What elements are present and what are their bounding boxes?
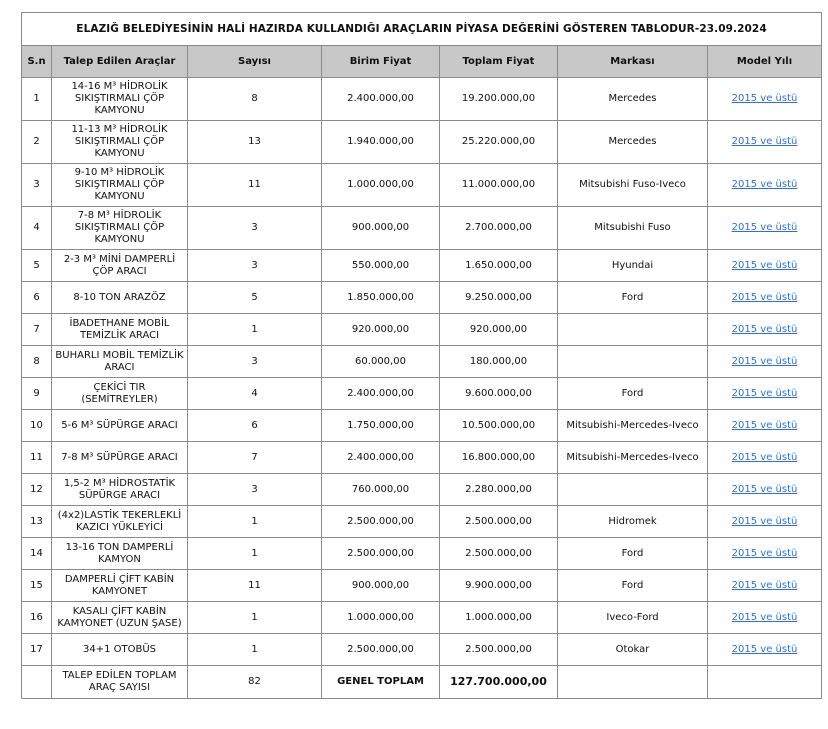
cell-count: 1 [188,634,322,666]
cell-total-price: 11.000.000,00 [440,164,558,207]
cell-vehicle: 8-10 TON ARAZÖZ [52,282,188,314]
cell-unit-price: 900.000,00 [322,570,440,602]
cell-model-year [708,282,822,314]
table-row [22,78,822,121]
cell-vehicle: BUHARLI MOBİL TEMİZLİK ARACI [52,346,188,378]
model-year-link[interactable]: 2015 ve üstü [731,451,798,463]
cell-count: 1 [188,538,322,570]
cell-sn: 6 [22,282,52,314]
cell-count: 13 [188,121,322,164]
cell-vehicle: ÇEKİCİ TIR (SEMİTREYLER) [52,378,188,410]
total-empty-model [708,666,822,699]
cell-total-price: 920.000,00 [440,314,558,346]
table-row [22,602,822,634]
cell-model-year [708,207,822,250]
cell-brand: Iveco-Ford [558,602,708,634]
cell-brand: Mercedes [558,78,708,121]
header-sn: S.n [22,46,52,78]
cell-model-year [708,442,822,474]
cell-model-year [708,314,822,346]
table-row [22,410,822,442]
model-year-link[interactable]: 2015 ve üstü [731,291,798,303]
model-year-link[interactable]: 2015 ve üstü [731,579,798,591]
cell-total-price: 19.200.000,00 [440,78,558,121]
cell-count: 3 [188,346,322,378]
cell-brand [558,474,708,506]
cell-unit-price: 1.000.000,00 [322,602,440,634]
cell-vehicle: 11-13 M³ HİDROLİK SIKIŞTIRMALI ÇÖP KAMYONU [52,121,188,164]
cell-model-year [708,121,822,164]
cell-model-year [708,164,822,207]
cell-total-price: 16.800.000,00 [440,442,558,474]
header-brand: Markası [558,46,708,78]
cell-unit-price: 2.400.000,00 [322,442,440,474]
cell-unit-price: 60.000,00 [322,346,440,378]
cell-count: 6 [188,410,322,442]
header-row [22,46,822,78]
header-total-price: Toplam Fiyat [440,46,558,78]
table-row [22,474,822,506]
grand-total-value: 127.700.000,00 [440,666,558,699]
cell-count: 3 [188,474,322,506]
cell-model-year [708,474,822,506]
cell-unit-price: 920.000,00 [322,314,440,346]
cell-vehicle: 1,5-2 M³ HİDROSTATİK SÜPÜRGE ARACI [52,474,188,506]
cell-total-price: 2.500.000,00 [440,506,558,538]
cell-sn: 7 [22,314,52,346]
total-empty-sn [22,666,52,699]
table-row [22,634,822,666]
header-vehicles: Talep Edilen Araçlar [52,46,188,78]
vehicle-price-table [21,12,822,699]
cell-vehicle: 14-16 M³ HİDROLİK SIKIŞTIRMALI ÇÖP KAMYONU [52,78,188,121]
model-year-link[interactable]: 2015 ve üstü [731,136,798,147]
cell-unit-price: 1.000.000,00 [322,164,440,207]
cell-total-price: 180.000,00 [440,346,558,378]
price-table-document [21,12,821,699]
cell-count: 1 [188,602,322,634]
model-year-link[interactable]: 2015 ve üstü [731,93,798,104]
total-count: 82 [188,666,322,699]
cell-model-year [708,346,822,378]
cell-count: 3 [188,250,322,282]
model-year-link[interactable]: 2015 ve üstü [731,643,798,655]
cell-total-price: 2.500.000,00 [440,634,558,666]
table-row [22,314,822,346]
cell-vehicle: KASALI ÇİFT KABİN KAMYONET (UZUN ŞASE) [52,602,188,634]
cell-sn: 8 [22,346,52,378]
cell-brand: Hyundai [558,250,708,282]
header-count: Sayısı [188,46,322,78]
cell-unit-price: 1.750.000,00 [322,410,440,442]
cell-brand: Ford [558,538,708,570]
cell-model-year [708,538,822,570]
cell-sn: 13 [22,506,52,538]
table-row [22,207,822,250]
cell-sn: 14 [22,538,52,570]
model-year-link[interactable]: 2015 ve üstü [731,355,798,367]
model-year-link[interactable]: 2015 ve üstü [731,419,798,431]
model-year-link[interactable]: 2015 ve üstü [731,179,798,190]
cell-count: 4 [188,378,322,410]
cell-count: 11 [188,164,322,207]
cell-model-year [708,634,822,666]
grand-total-label: GENEL TOPLAM [322,666,440,699]
cell-sn: 11 [22,442,52,474]
cell-brand: Hidromek [558,506,708,538]
model-year-link[interactable]: 2015 ve üstü [731,483,798,495]
cell-brand: Mitsubishi-Mercedes-Iveco [558,410,708,442]
table-title: ELAZIĞ BELEDİYESİNİN HALİ HAZIRDA KULLANDIĞI ARAÇLARIN PİYASA DEĞERİNİ GÖSTEREN TABLODUR-23.09.2024 [22,13,822,46]
cell-count: 8 [188,78,322,121]
cell-sn: 9 [22,378,52,410]
table-row [22,538,822,570]
cell-unit-price: 2.500.000,00 [322,506,440,538]
cell-model-year [708,378,822,410]
model-year-link[interactable]: 2015 ve üstü [731,515,798,527]
cell-vehicle: 2-3 M³ MİNİ DAMPERLİ ÇÖP ARACI [52,250,188,282]
cell-sn: 4 [22,207,52,250]
cell-vehicle: 7-8 M³ HİDROLİK SIKIŞTIRMALI ÇÖP KAMYONU [52,207,188,250]
cell-brand: Ford [558,378,708,410]
cell-unit-price: 1.850.000,00 [322,282,440,314]
table-row [22,442,822,474]
total-label: TALEP EDİLEN TOPLAM ARAÇ SAYISI [52,666,188,699]
cell-total-price: 2.280.000,00 [440,474,558,506]
cell-brand: Mitsubishi Fuso-Iveco [558,164,708,207]
cell-total-price: 9.250.000,00 [440,282,558,314]
cell-brand: Ford [558,282,708,314]
cell-vehicle: 34+1 OTOBÜS [52,634,188,666]
cell-brand: Mercedes [558,121,708,164]
cell-sn: 5 [22,250,52,282]
cell-unit-price: 1.940.000,00 [322,121,440,164]
header-unit-price: Birim Fiyat [322,46,440,78]
model-year-link[interactable]: 2015 ve üstü [731,323,798,335]
cell-vehicle: (4x2)LASTİK TEKERLEKLİ KAZICI YÜKLEYİCİ [52,506,188,538]
cell-unit-price: 2.500.000,00 [322,634,440,666]
cell-sn: 15 [22,570,52,602]
cell-model-year [708,410,822,442]
cell-total-price: 2.700.000,00 [440,207,558,250]
total-row [22,666,822,699]
table-row [22,506,822,538]
cell-unit-price: 2.400.000,00 [322,78,440,121]
cell-sn: 10 [22,410,52,442]
cell-vehicle: 13-16 TON DAMPERLİ KAMYON [52,538,188,570]
cell-brand: Otokar [558,634,708,666]
cell-sn: 17 [22,634,52,666]
model-year-link[interactable]: 2015 ve üstü [731,259,798,271]
cell-vehicle: 9-10 M³ HİDROLİK SIKIŞTIRMALI ÇÖP KAMYONU [52,164,188,207]
cell-total-price: 1.650.000,00 [440,250,558,282]
cell-brand: Ford [558,570,708,602]
cell-sn: 12 [22,474,52,506]
total-empty-brand [558,666,708,699]
cell-model-year [708,570,822,602]
cell-unit-price: 900.000,00 [322,207,440,250]
cell-unit-price: 2.400.000,00 [322,378,440,410]
header-model-year: Model Yılı [708,46,822,78]
table-row [22,121,822,164]
cell-sn: 2 [22,121,52,164]
cell-total-price: 25.220.000,00 [440,121,558,164]
cell-vehicle: 5-6 M³ SÜPÜRGE ARACI [52,410,188,442]
cell-brand [558,314,708,346]
cell-model-year [708,506,822,538]
cell-sn: 3 [22,164,52,207]
cell-brand: Mitsubishi-Mercedes-Iveco [558,442,708,474]
cell-vehicle: DAMPERLİ ÇİFT KABİN KAMYONET [52,570,188,602]
table-row [22,570,822,602]
cell-brand: Mitsubishi Fuso [558,207,708,250]
cell-total-price: 9.900.000,00 [440,570,558,602]
cell-sn: 16 [22,602,52,634]
cell-count: 7 [188,442,322,474]
cell-model-year [708,78,822,121]
model-year-link[interactable]: 2015 ve üstü [731,547,798,559]
table-row [22,378,822,410]
cell-vehicle: İBADETHANE MOBİL TEMİZLİK ARACI [52,314,188,346]
cell-total-price: 2.500.000,00 [440,538,558,570]
cell-count: 5 [188,282,322,314]
cell-count: 1 [188,314,322,346]
cell-unit-price: 2.500.000,00 [322,538,440,570]
model-year-link[interactable]: 2015 ve üstü [731,387,798,399]
model-year-link[interactable]: 2015 ve üstü [731,222,798,233]
cell-total-price: 1.000.000,00 [440,602,558,634]
model-year-link[interactable]: 2015 ve üstü [731,611,798,623]
cell-sn: 1 [22,78,52,121]
cell-count: 11 [188,570,322,602]
cell-unit-price: 550.000,00 [322,250,440,282]
cell-count: 1 [188,506,322,538]
cell-brand [558,346,708,378]
table-row [22,164,822,207]
cell-model-year [708,250,822,282]
cell-unit-price: 760.000,00 [322,474,440,506]
cell-count: 3 [188,207,322,250]
table-row [22,250,822,282]
cell-total-price: 9.600.000,00 [440,378,558,410]
cell-vehicle: 7-8 M³ SÜPÜRGE ARACI [52,442,188,474]
cell-model-year [708,602,822,634]
table-row [22,346,822,378]
table-row [22,282,822,314]
cell-total-price: 10.500.000,00 [440,410,558,442]
